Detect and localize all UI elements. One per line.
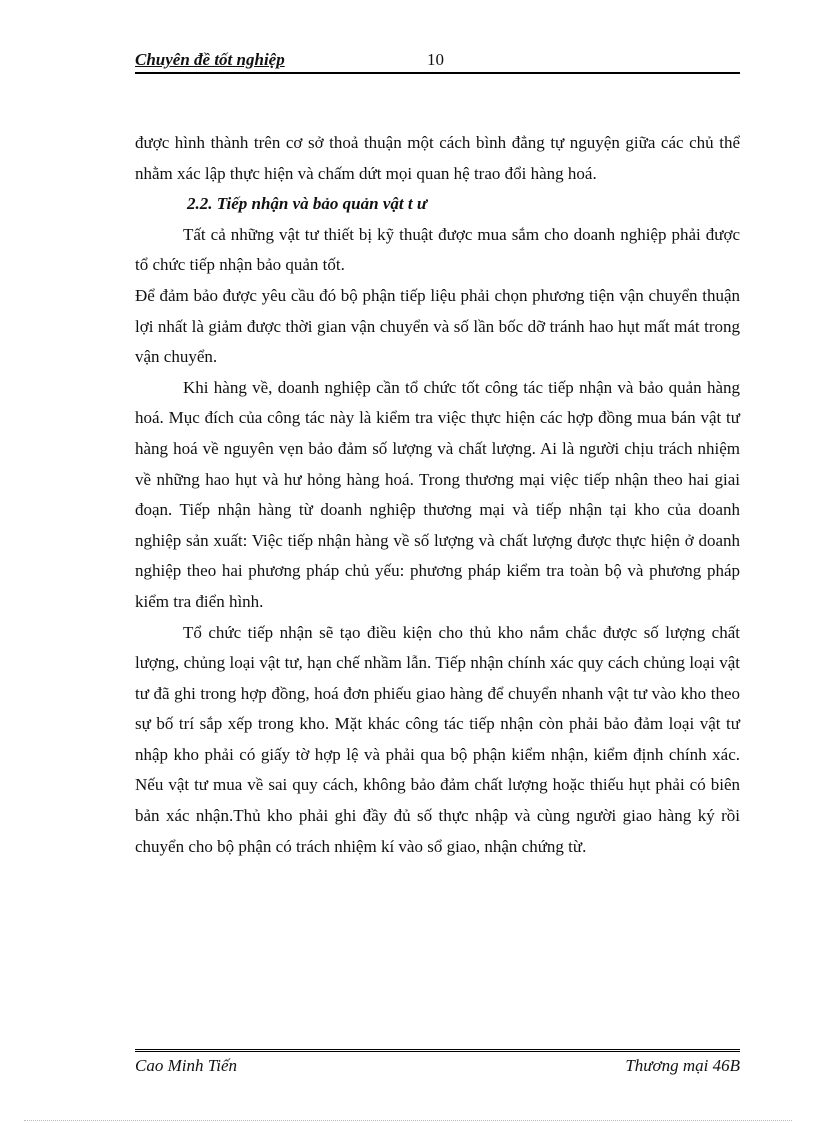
page-footer	[135, 1049, 740, 1080]
footer-class: Thương mại 46B	[625, 1056, 740, 1075]
paragraph: Tất cả những vật tư thiết bị kỹ thuật được mua sắm cho doanh nghiệp phải được tổ chức tiếp nhận bảo quản tốt.	[135, 224, 740, 275]
paragraph: Khi hàng về, doanh nghiệp cần tổ chức tốt công tác tiếp nhận và bảo quản hàng hoá. Mục đích của công tác này là kiểm tra việc thực hiện các hợp đồng mua bán vật tư hàng hoá về nguyên vẹn bảo đảm số lượng và chất lượng. Ai là người chịu trách nhiệm về những hao hụt và hư hỏng hàng hoá. Trong thương mại việc tiếp nhận theo hai giai đoạn. Tiếp nhận hàng từ doanh nghiệp thương mại và tiếp nhận tại kho của doanh nghiệp sản xuất: Việc tiếp nhận hàng về số lượng và chất lượng được thực hiện ở doanh nghiệp theo hai phương pháp chủ yếu: phương pháp kiểm tra toàn bộ và phương pháp kiểm tra điển hình.	[135, 377, 740, 611]
footer-author: Cao Minh Tiến	[135, 1056, 238, 1075]
paragraph-intro: được hình thành trên cơ sở thoả thuận một cách bình đẳng tự nguyện giữa các chủ thể nhằm xác lập thực hiện và chấm dứt mọi quan hệ trao đổi hàng hoá.	[135, 133, 740, 183]
page-number: 10	[427, 50, 444, 69]
section-heading: 2.2. Tiếp nhận và bảo quản vật t ư	[187, 194, 428, 214]
document-body	[135, 128, 740, 862]
paragraph: Để đảm bảo được yêu cầu đó bộ phận tiếp liệu phải chọn phương tiện vận chuyển thuận lợi nhất là giảm được thời gian vận chuyển và số lần bốc dỡ tránh hao hụt mất mát trong vận chuyển.	[135, 285, 740, 367]
paragraph: Tổ chức tiếp nhận sẽ tạo điều kiện cho thủ kho nắm chắc được số lượng chất lượng, chủng loại vật tư, hạn chế nhầm lẫn. Tiếp nhận chính xác quy cách chủng loại vật tư đã ghi trong hợp đồng, hoá đơn phiếu giao hàng để chuyển nhanh vật tư vào kho theo sự bố trí sắp xếp trong kho. Mặt khác công tác tiếp nhận còn phải bảo đảm loại vật tư nhập kho phải có giấy tờ hợp lệ và phải qua bộ phận kiểm nhận, kiểm định chính xác. Nếu vật tư mua về sai quy cách, không bảo đảm chất lượng hoặc thiếu hụt phải có biên bản xác nhận.Thủ kho phải ghi đầy đủ số thực nhập và cùng người giao hàng ký rồi chuyển cho bộ phận có trách nhiệm kí vào sổ giao, nhận chứng từ.	[135, 622, 740, 856]
page-edge-divider	[24, 1120, 792, 1121]
page-header	[135, 46, 740, 74]
header-title: Chuyên đề tốt nghiệp	[135, 50, 285, 69]
